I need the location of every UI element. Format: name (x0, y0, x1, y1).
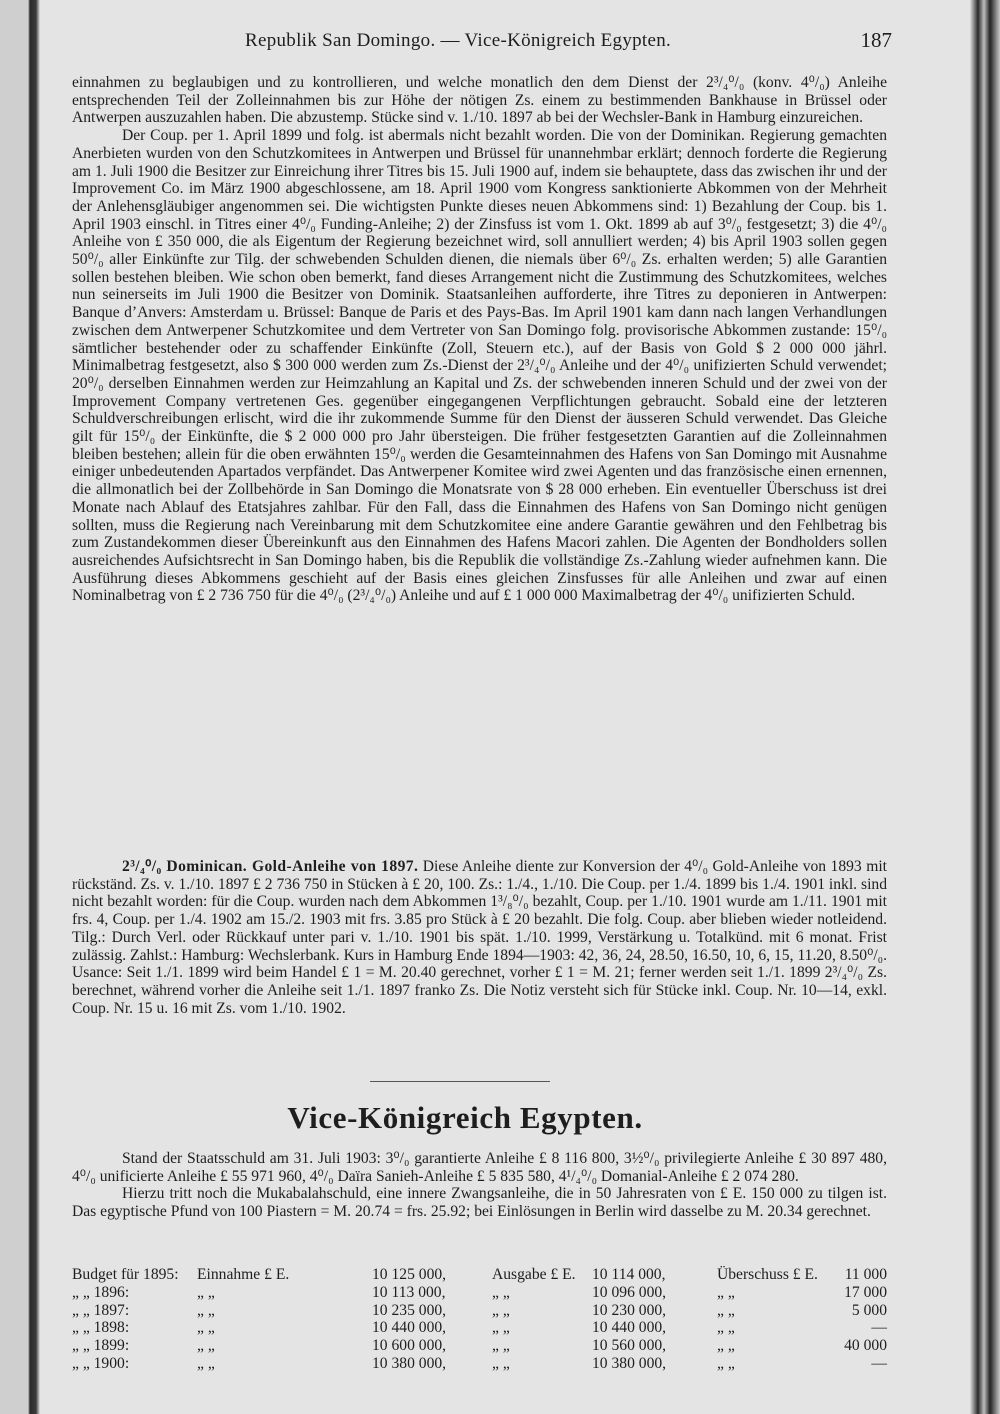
gold-loan-heading: 2³/₄⁰/₀ Dominican. Gold-Anleihe von 1897. (122, 858, 419, 875)
surplus-value: 17 000 (844, 1283, 887, 1301)
surplus-value: 5 000 (851, 1301, 887, 1319)
scan-margin-left (0, 0, 40, 1414)
expense-label: „ „ (492, 1283, 510, 1301)
budget-row (72, 1302, 887, 1320)
page-header (40, 30, 970, 58)
income-value: 10 113 000, (372, 1283, 446, 1301)
budget-year: „ „ 1896: (72, 1283, 130, 1301)
expense-label: „ „ (492, 1354, 510, 1372)
budget-year: „ „ 1900: (72, 1354, 130, 1372)
expense-label: „ „ (492, 1337, 510, 1355)
surplus-label: „ „ (717, 1301, 735, 1319)
egypten-section (72, 1150, 887, 1221)
paragraph: Stand der Staatsschuld am 31. Juli 1903: 3⁰/₀ garantierte Anleihe £ 8 116 800, 3½⁰/₀ privilegierte Anleihe £ 30 897 480, 4⁰/₀ unificierte Anleihe £ 55 971 960, 4⁰/₀ Daïra Sanieh-Anleihe £ 5 835 580, 4¹/₄⁰/₀ Domanial-Anleihe £ 2 074 280. (72, 1150, 887, 1185)
expense-value: 10 114 000, (592, 1266, 666, 1283)
budget-row (72, 1284, 887, 1302)
budget-year: Budget für 1895: (72, 1266, 179, 1283)
paragraph: einnahmen zu beglaubigen und zu kontrollieren, und welche monatlich den dem Dienst der 2³/₄⁰/₀ (konv. 4⁰/₀) Anleihe entsprechenden Teil der Zolleinnahmen bis zur Höhe der nötigen Zs. einem zu bestimmenden Bankhause in Brüssel oder Antwerpen auszuzahlen haben. Die abzustemp. Stücke sind v. 1./10. 1897 ab bei der Wechsler-Bank in Hamburg einzureichen. (72, 74, 887, 127)
income-value: 10 600 000, (372, 1337, 447, 1355)
income-value: 10 440 000, (372, 1319, 447, 1337)
surplus-value: — (871, 1354, 887, 1372)
income-value: 10 380 000, (372, 1354, 447, 1372)
gold-loan-text: Diese Anleihe diente zur Konversion der 4⁰/₀ Gold-Anleihe von 1893 mit rückständ. Zs. v. 1./10. 1897 £ 2 736 750 in Stücken à £ 20, 100. Zs.: 1./4., 1./10. Die Coup. per 1./4. 1899 bis 1./4. 1901 inkl. sind nicht bezahlt worden: für die Coup. wurden nach dem Abkommen 1³/₈⁰/₀ bezahlt, Coup. per 1./10. 1901 wurde am 1./11. 1901 mit frs. 4, Coup. per 1./4. 1902 am 15./2. 1903 mit frs. 3.85 pro Stück à £ 20 bezahlt. Die folg. Coup. aber blieben wieder notleidend. Tilg.: Durch Verl. oder Rückkauf unter pari v. 1./10. 1901 bis spät. 1./10. 1999, Verstärkung u. Totalkünd. mit 6 monat. Frist zulässig. Zahlst.: Hamburg: Wechslerbank. Kurs in Hamburg Ende 1894—1903: 42, 36, 24, 28.50, 16.50, 10, 6, 15, 11.20, 8.50⁰/₀. Usance: Seit 1./1. 1899 wird beim Handel £ 1 = M. 20.40 gerechnet, vorher £ 1 = M. 21; ferner werden seit 1./1. 1899 2³/₄⁰/₀ Zs. berechnet, während vorher die Anleihe seit 1./1. 1897 franko Zs. Die Notiz versteht sich für Stücke inkl. Coup. Nr. 10—14, exkl. Coup. Nr. 15 u. 16 mit Zs. vom 1./10. 1902. (72, 858, 887, 1017)
running-head: Republik San Domingo. — Vice-Königreich Egypten. (245, 30, 672, 51)
section-title: Vice-Königreich Egypten. (287, 1100, 643, 1135)
book-page (40, 0, 970, 1414)
section-divider (370, 1081, 550, 1082)
expense-value: 10 230 000, (592, 1301, 667, 1319)
surplus-value: — (871, 1319, 887, 1337)
budget-year: „ „ 1898: (72, 1319, 130, 1337)
budget-year: „ „ 1897: (72, 1301, 130, 1319)
budget-row (72, 1337, 887, 1355)
income-label: Einnahme £ E. (197, 1266, 290, 1283)
income-label: „ „ (197, 1337, 215, 1355)
gold-loan-paragraph (72, 858, 887, 1017)
expense-value: 10 560 000, (592, 1337, 667, 1355)
expense-label: „ „ (492, 1319, 510, 1337)
budget-table (72, 1266, 887, 1373)
surplus-value: 40 000 (844, 1337, 887, 1355)
surplus-label: „ „ (717, 1337, 735, 1355)
surplus-label: „ „ (717, 1354, 735, 1372)
expense-label: Ausgabe £ E. (492, 1266, 576, 1283)
scan-margin-right (970, 0, 1000, 1414)
surplus-label: „ „ (717, 1319, 735, 1337)
surplus-value: 11 000 (844, 1266, 887, 1283)
expense-value: 10 096 000, (592, 1283, 667, 1301)
expense-value: 10 440 000, (592, 1319, 667, 1337)
income-value: 10 235 000, (372, 1301, 447, 1319)
income-value: 10 125 000, (372, 1266, 447, 1283)
surplus-label: Überschuss £ E. (717, 1266, 818, 1283)
page-number: 187 (860, 28, 892, 52)
budget-row (72, 1319, 887, 1337)
expense-label: „ „ (492, 1301, 510, 1319)
expense-value: 10 380 000, (592, 1354, 667, 1372)
budget-row (72, 1355, 887, 1373)
gold-loan-section (72, 858, 887, 1017)
income-label: „ „ (197, 1301, 215, 1319)
budget-year: „ „ 1899: (72, 1337, 130, 1355)
income-label: „ „ (197, 1354, 215, 1372)
surplus-label: „ „ (717, 1283, 735, 1301)
paragraph: Der Coup. per 1. April 1899 und folg. ist abermals nicht bezahlt worden. Die von der Dominikan. Regierung gemachten Anerbieten wurden von den Schutzkomitees in Antwerpen und Brüssel für unannehmbar erklärt; dennoch forderte die Regierung am 1. Juli 1900 die Besitzer zur Einreichung ihrer Titres bis 15. Juli 1900 auf, indem sie behauptete, dass das zwischen ihr und der Improvement Co. im März 1900 abgeschlossene, am 18. April 1900 vom Kongress sanktionierte Abkommen von der Mehrheit der Anlehensgläubiger angenommen sei. Die wichtigsten Punkte dieses neuen Abkommens sind: 1) Bezahlung der Coup. bis 1. April 1903 einschl. in Titres einer 4⁰/₀ Funding-Anleihe; 2) der Zinsfuss ist vom 1. Okt. 1899 ab auf 3⁰/₀ festgesetzt; 3) die 4⁰/₀ Anleihe von £ 350 000, die als Eigentum der Regierung bezeichnet wird, soll annulliert werden; 4) bis April 1903 sollen gegen 50⁰/₀ aller Einkünfte zur Tilg. der schwebenden Schulden dienen, die niemals über 6⁰/₀ Zs. erhalten werden; 5) alle Garantien sollen bestehen bleiben. Wie schon oben bemerkt, fand dieses Arrangement nicht die Zustimmung des Schutzkomitees, welches nun seinerseits im Juli 1900 die Besitzer von Dominik. Staatsanleihen aufforderte, ihre Titres zu deponieren in Antwerpen: Banque d’Anvers: Amsterdam u. Brüssel: Banque de Paris et des Pays-Bas. Im April 1901 kam dann nach langen Verhandlungen zwischen dem Antwerpener Schutzkomitee und dem Vertreter von San Domingo folg. provisorische Abkommen zustande: 15⁰/₀ sämtlicher bestehender oder zu schaffender Einkünfte (Zoll, Steuern etc.), auf der Basis von Gold $ 2 000 000 jährl. Minimalbetrag festgesetzt, also $ 300 000 werden zum Zs.-Dienst der 2³/₄⁰/₀ Anleihe und der 4⁰/₀ unifizierten Schuld verwendet; 20⁰/₀ derselben Einnahmen werden zur Heimzahlung an Kapital und Zs. der schwebenden inneren Schuld und der zwei von der Improvement Company vertretenen Ges. gegenüber eingegangenen Verpflichtungen gebraucht. Sobald eine der letzteren Schuldverschreibungen erlischt, wird die ihr zukommende Summe für den Dienst der äusseren Schuld verwendet. Das Gleiche gilt für 15⁰/₀ der Einkünfte, die $ 2 000 000 pro Jahr übersteigen. Die früher festgesetzten Garantien auf die Zolleinnahmen bleiben bestehen; allein für die oben erwähnten 15⁰/₀ werden die Gesamteinnahmen des Hafens von San Domingo mit Ausnahme einiger unbedeutenden Apartados verpfändet. Das Antwerpener Komitee wird zwei Agenten und das französische einen ernennen, die allmonatlich bei der Zollbehörde in San Domingo die Monatsrate von $ 28 000 erheben. Ein eventueller Überschuss ist drei Monate nach Ablauf des Etatsjahres zahlbar. Für den Fall, dass die Einnahmen des Hafens von San Domingo nicht genügen sollten, muss die Regierung nach Vereinbarung mit dem Schutzkomitee eine andere Garantie gewähren und den Fehlbetrag bis zum Zustandekommen dieser Übereinkunft aus den Einnahmen des Hafens Macori zahlen. Die Agenten der Bondholders sollen ausreichendes Aufsichtsrecht in San Domingo haben, bis die Republik die vollständige Zs.-Zahlung wieder aufnehmen kann. Die Ausführung dieses Abkommens geschieht auf der Basis eines gleichen Zinsfusses für alle Anleihen und zwar auf einen Nominalbetrag von £ 2 736 750 für die 4⁰/₀ (2³/₄⁰/₀) Anleihe und auf £ 1 000 000 Maximalbetrag der 4⁰/₀ unifizierten Schuld. (72, 127, 887, 605)
budget-row (72, 1266, 887, 1284)
income-label: „ „ (197, 1283, 215, 1301)
income-label: „ „ (197, 1319, 215, 1337)
paragraph: Hierzu tritt noch die Mukabalahschuld, eine innere Zwangsanleihe, die in 50 Jahresraten von £ E. 150 000 zu tilgen ist. Das egyptische Pfund von 100 Piastern = M. 20.74 = frs. 25.92; bei Einlösungen in Berlin wird dasselbe zu M. 20.34 gerechnet. (72, 1185, 887, 1221)
san-domingo-section (72, 74, 887, 605)
